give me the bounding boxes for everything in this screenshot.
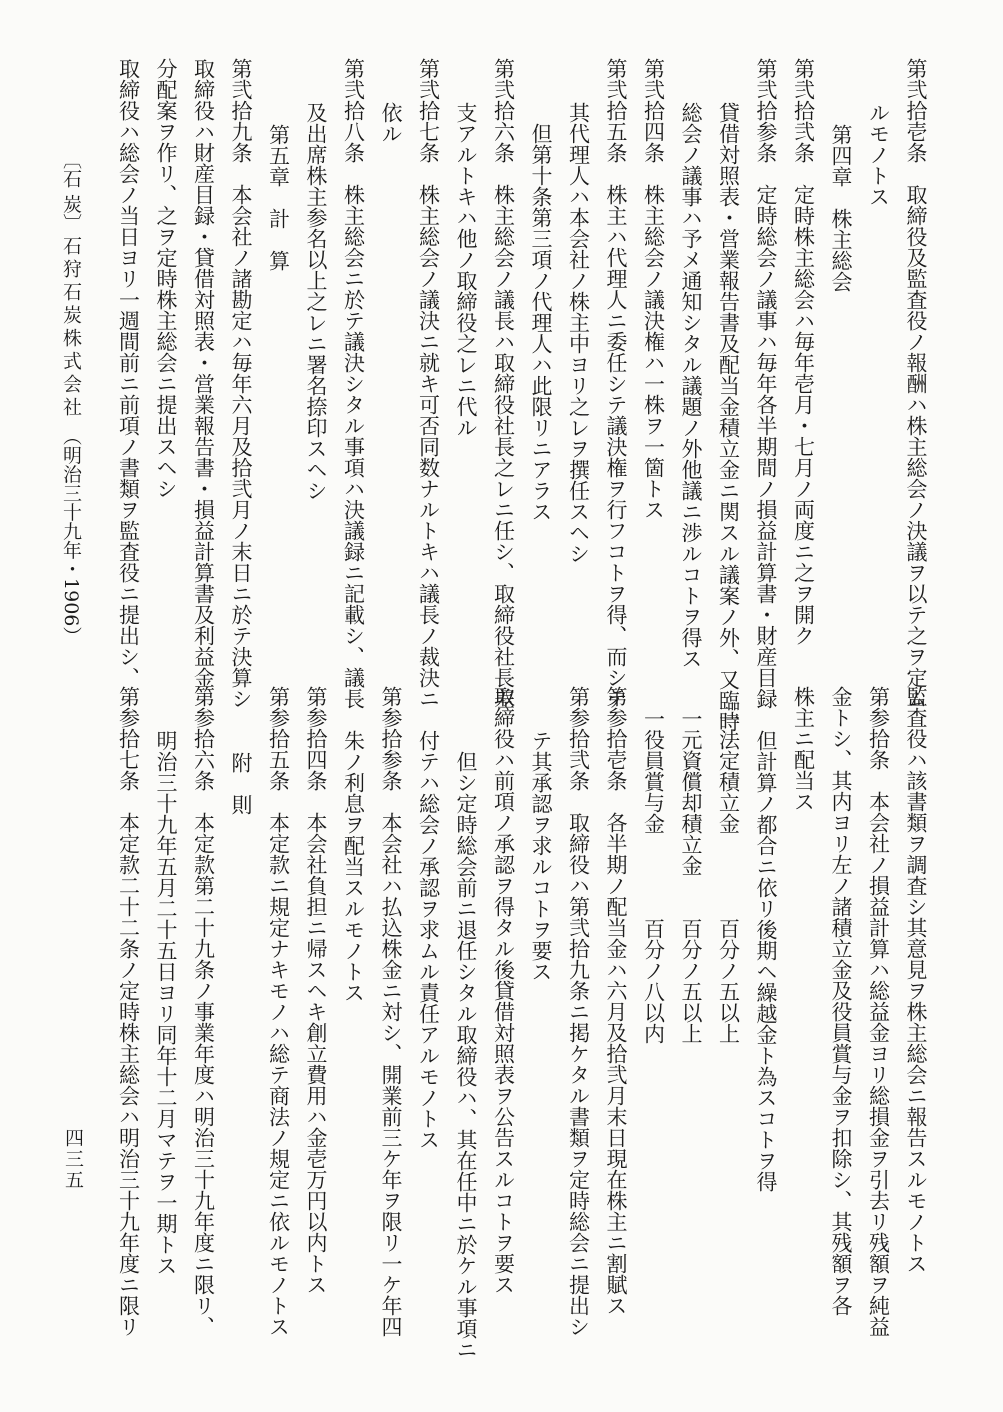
text-line: 明治三十九年五月二十五日ヨリ同年十二月マテヲ一期トス [154,730,178,1276]
text-line: 貸借対照表・営業報告書及配当金積立金ニ関スル議案ノ外、又臨時 [716,102,741,732]
category-label: 〔石 炭〕 [60,150,82,233]
text-line: 第四章 株主総会 [829,124,853,292]
text-line: 付テハ総会ノ承認ヲ求ムル責任アルモノトス [416,730,441,1150]
text-line: 分配案ヲ作リ、之ヲ定時株主総会ニ提出スヘシ [154,58,178,499]
text-line: 第参拾条 本会社ノ損益計算ハ総益金ヨリ総損金ヲ引去リ残額ヲ純益 [866,686,891,1337]
text-line: 金トシ、其内ヨリ左ノ諸積立金及役員賞与金ヲ扣除シ、其残額ヲ各 [829,686,853,1316]
text-line: 総会ノ議事ハ予メ通知シタル議題ノ外他議ニ渉ルコトヲ得ス [679,102,703,669]
text-line: 但第十条第三項ノ代理人ハ此限リニアラス [529,102,553,522]
text-line: 附 則 [229,752,253,815]
company-name: 石狩石炭株式会社 [60,236,82,420]
bottom-text-block [0,686,1003,1386]
text-line: 第参拾四条 本会社負担ニ帰スヘキ創立費用ハ金壱万円以内トス [304,686,328,1295]
text-line: 第参拾六条 本定款第二十九条ノ事業年度ハ明治三十九年度ニ限リ、 [191,686,216,1337]
era-label: （明治三十九年・1906） [60,426,82,646]
text-line: 第参拾弐条 取締役ハ第弐拾九条ニ掲ケタル書類ヲ定時総会ニ提出シ [566,686,591,1337]
source-label [58,236,84,645]
text-line: 依ル [379,102,403,144]
text-line: 第参拾五条 本定款ニ規定ナキモノハ総テ商法ノ規定ニ依ルモノトス [266,686,291,1337]
text-line: 取締役ハ総会ノ当日ヨリ一週間前ニ前項ノ書類ヲ監査役ニ提出シ、 [116,58,141,688]
text-line: 第弐拾八条 株主総会ニ於テ議決シタル事項ハ決議録ニ記載シ、議長 [341,58,366,709]
text-line: 但計算ノ都合ニ依リ後期ヘ繰越金ト為スコトヲ得 [754,730,778,1192]
text-line: 取締役ハ財産目録・貸借対照表・営業報告書・損益計算書及利益金 [191,58,216,688]
text-line: 一元資償却積立金 百分ノ五以上 [679,708,703,1044]
text-line: 第弐拾七条 株主総会ノ議決ニ就キ可否同数ナルトキハ議長ノ裁決ニ [416,58,441,709]
text-line: 朱ノ利息ヲ配当スルモノトス [341,730,366,1003]
text-line: 第参拾壱条 各半期ノ配当金ハ六月及拾弐月末日現在株主ニ割賦ス [604,686,628,1316]
text-line: テ其承認ヲ求ルコトヲ要ス [529,730,553,982]
text-line: 一法定積立金 百分ノ五以上 [716,708,741,1044]
text-line: 第弐拾九条 本会社ノ諸勘定ハ毎年六月及拾弐月ノ末日ニ於テ決算シ [229,58,253,709]
text-line: 支アルトキハ他ノ取締役之レニ代ル [454,102,478,438]
text-line: 第弐拾参条 定時総会ノ議事ハ毎年各半期間ノ損益計算書・財産目録 [754,58,778,709]
text-line: 其代理人ハ本会社ノ株主中ヨリ之レヲ撰任スヘシ [566,102,591,564]
text-line: 第五章 計 算 [266,124,291,271]
text-line: 監査役ハ該書類ヲ調査シ其意見ヲ株主総会ニ報告スルモノトス [904,686,928,1274]
text-line: 第弐拾六条 株主総会ノ議長ハ取締役社長之レニ任シ、取締役社長差 [491,58,516,709]
text-line: 第参拾参条 本会社ハ払込株金ニ対シ、開業前三ケ年ヲ限リ一ケ年四 [379,686,403,1337]
text-line: 第弐拾弐条 定時株主総会ハ毎年壱月・七月ノ両度ニ之ヲ開ク [791,58,816,646]
text-line: 第参拾七条 本定款二十二条ノ定時株主総会ハ明治三十九年度ニ限リ [116,686,141,1337]
text-line: 株主ニ配当ス [791,686,816,812]
text-line: 取締役ハ前項ノ承認ヲ得タル後貸借対照表ヲ公告スルコトヲ要ス [491,686,516,1295]
text-line: ルモノトス [866,102,891,207]
page-number: 四三五 [62,1128,84,1191]
text-line: 但シ定時総会前ニ退任シタル取締役ハ、其在任中ニ於ケル事項ニ [454,730,478,1360]
text-line: 及出席株主参名以上之レニ署名捺印スヘシ [304,102,328,501]
text-line: 第弐拾壱条 取締役及監査役ノ報酬ハ株主総会ノ決議ヲ以テ之ヲ定ム [904,58,928,709]
text-line: 第弐拾四条 株主総会ノ議決権ハ一株ヲ一箇トス [641,58,666,520]
text-line: 一役員賞与金 百分ノ八以内 [641,708,666,1044]
text-line: 第弐拾五条 株主ハ代理人ニ委任シテ議決権ヲ行フコトヲ得、而シテ [604,58,628,709]
